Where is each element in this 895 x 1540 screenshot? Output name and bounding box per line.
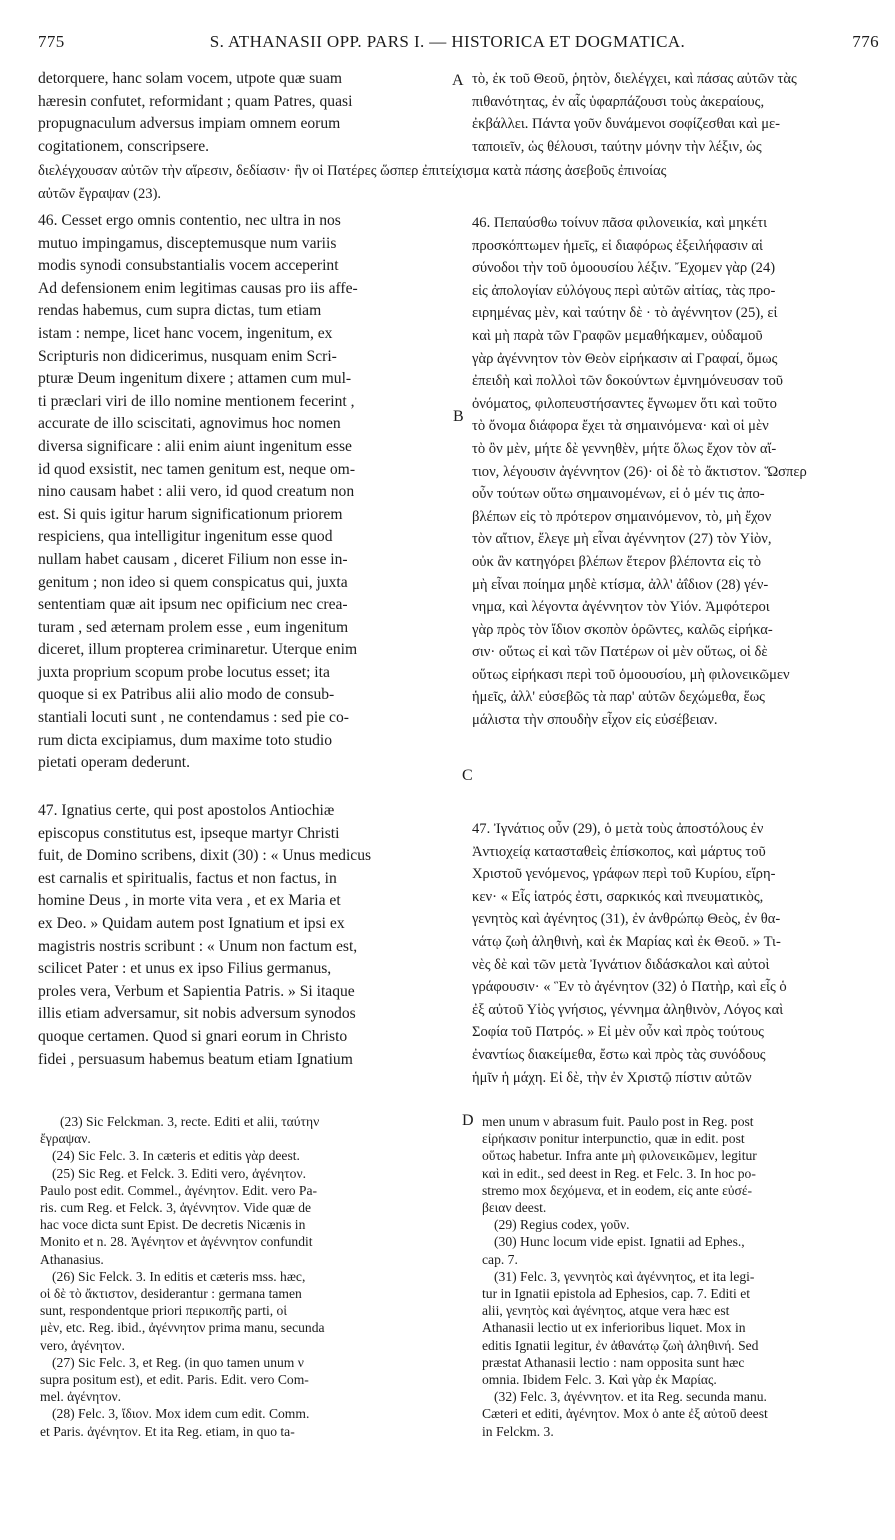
running-header xyxy=(0,32,895,54)
top-greek-column xyxy=(472,68,877,158)
text-line: ἐκβάλλει. Πάντα γοῦν δυνάμενοι σοφίζεσθαι καὶ με- xyxy=(472,116,781,133)
text-line: σύνοδοι τὴν τοῦ ὁμοουσίου λέξιν. Ἔχομεν γὰρ (24) xyxy=(472,260,776,277)
footnote-line: mel. ἀγένητον. xyxy=(40,1389,122,1405)
margin-letter-c: C xyxy=(462,767,473,784)
text-line: μάλιστα τὴν σπουδὴν εἶχον εἰς εὐσέβειαν. xyxy=(472,712,718,729)
text-line: diceret, illum propterea criminaretur. Uterque enim xyxy=(38,641,358,659)
text-line: Scripturis non didicerimus, nusquam enim Scri- xyxy=(38,347,337,365)
text-line: γενητὸς καὶ ἀγένητος (31), ἐν ἀνθρώπῳ Θεὸς, ἐν θα- xyxy=(472,911,781,928)
top-latin-column xyxy=(38,68,448,158)
text-line: rum dicta excipiamus, dum maxime toto studio xyxy=(38,731,333,749)
text-line: sententiam quæ ait ipsum nec opificium nec crea- xyxy=(38,596,348,614)
footnote-line: βειαν deest. xyxy=(482,1200,547,1216)
text-line: αὐτῶν ἔγραψαν (23). xyxy=(38,185,162,202)
footnote-line: vero, ἀγένητον. xyxy=(40,1337,125,1353)
text-line: fuit, de Domino scribens, dixit (30) : « Unus medicus xyxy=(38,847,372,865)
text-line: fidei , persuasum habemus beatum etiam Ignatium xyxy=(38,1050,353,1068)
running-title: S. ATHANASII OPP. PARS I. — HISTORICA ET DOGMATICA. xyxy=(209,32,686,51)
footnote-line: (32) Felc. 3, ἀγέννητον. et ita Reg. secunda manu. xyxy=(494,1389,767,1405)
section-46-greek xyxy=(472,212,880,732)
text-line: istam : nempe, licet hanc vocem, ingenitum, ex xyxy=(38,324,333,342)
text-line: νάτῳ ζωὴ ἀληθινὴ, καὶ ἐκ Μαρίας καὶ ἐκ Θεοῦ. » Τι- xyxy=(472,933,781,950)
text-line: diversa significare : alii enim aiunt ingenitum esse xyxy=(38,437,352,455)
margin-letter-b: B xyxy=(453,408,464,425)
text-line: ἐξ αὐτοῦ Υἱὸς γνήσιος, γέννημα ἀληθινὸν, Λόγος καὶ xyxy=(472,1001,784,1018)
footnote-line: hac voce dicta sunt Epist. De decretis Nicænis in xyxy=(40,1217,306,1233)
page-number-right: 776 xyxy=(852,32,879,51)
text-line: homine Deus , in morte vita vera , et ex Maria et xyxy=(38,892,341,910)
footnote-line: alii, γενητὸς καὶ ἀγένητος, atque vera hæc est xyxy=(482,1303,730,1319)
text-line: κεν· « Εἷς ἰατρός ἐστι, σαρκικός καὶ πνευματικὸς, xyxy=(472,888,764,905)
text-line: turam , sed æternam prolem esse , eum ingenitum xyxy=(38,618,349,636)
text-line: οὖν τούτων οὕτω σημαινομένων, εἰ ὁ μέν τις ἀπο- xyxy=(472,486,765,503)
section-47-greek xyxy=(472,818,880,1089)
footnote-line: et Paris. ἀγένητον. Et ita Reg. etiam, in quo ta- xyxy=(40,1423,295,1439)
text-line: 46. Πεπαύσθω τοίνυν πᾶσα φιλονεικία, καὶ μηκέτι xyxy=(472,215,768,231)
text-line: Χριστοῦ γενόμενος, γράφων περὶ τοῦ Κυρίου, εἴρη- xyxy=(472,866,776,883)
footnote-line: καὶ in edit., sed deest in Reg. et Felc. 3. In hoc po- xyxy=(482,1165,756,1181)
footnote-line: μὲν, etc. Reg. ibid., ἀγέννητον prima manu, secunda xyxy=(40,1320,325,1336)
footnote-line: (28) Felc. 3, ἴδιον. Mox idem cum edit. Comm. xyxy=(52,1406,310,1422)
text-line: Ἀντιοχείᾳ κατασταθεὶς ἐπίσκοπος, καὶ μάρτυς τοῦ xyxy=(472,843,766,860)
text-line: cogitationem, conscripsere. xyxy=(38,137,210,155)
footnote-line: men unum ν abrasum fuit. Paulo post in Reg. post xyxy=(482,1114,754,1129)
footnote-line: οὕτως habetur. Infra ante μὴ φιλονεικῶμεν, legitur xyxy=(482,1148,757,1164)
text-line: βλέπων εἰς τὸ πρότερον σημαινόμενον, τὸ, μὴ ἔχον xyxy=(472,508,772,525)
footnote-line: (26) Sic Felck. 3. In editis et cæteris mss. hæc, xyxy=(52,1268,306,1284)
footnote-line: (25) Sic Reg. et Felck. 3. Editi vero, ἀγένητον. xyxy=(52,1165,306,1181)
text-line: rendas habemus, cum supra dictas, tum etiam xyxy=(38,302,322,320)
text-line: propugnaculum adversus impiam omnem eorum xyxy=(38,115,341,133)
text-line: νημα, καὶ λέγοντα ἀγέννητον τὸν Υἱόν. Ἀμφότεροι xyxy=(472,599,770,616)
text-line: scilicet Pater : et unus ex ipso Filius germanus, xyxy=(38,960,332,978)
top-greek-fullwidth xyxy=(38,160,883,205)
footnote-line: editis Ignatii legitur, ἐν ἀθανάτῳ ζωὴ ἀληθινή. Sed xyxy=(482,1337,759,1353)
text-line: juxta proprium scopum probe locutus esset; ita xyxy=(38,663,330,681)
text-line: proles vera, Verbum et Sapientia Patris. » Si itaque xyxy=(38,982,355,1000)
text-line: stantiali locuti sunt , ne contendamus : sed pie co- xyxy=(38,709,349,727)
text-line: μὴ εἶναι ποίημα μηδὲ κτίσμα, ἀλλ' ἀΐδιον (28) γέν- xyxy=(472,576,769,593)
footnote-line: tur in Ignatii epistola ad Ephesios, cap. 7. Editi et xyxy=(482,1286,751,1302)
footnote-line: ἔγραψαν. xyxy=(40,1131,91,1147)
footnotes-left xyxy=(40,1113,458,1440)
text-line: γὰρ πρὸς τὸν ἴδιον σκοπὸν ὁρῶντες, καλῶς εἰρήκα- xyxy=(472,621,773,638)
text-line: quoque certamen. Quod si gnari eorum in Christo xyxy=(38,1027,348,1045)
footnote-line: Cæteri et editi, ἀγένητον. Mox ὁ ante ἐξ αὐτοῦ deest xyxy=(482,1406,768,1422)
text-line: 46. Cesset ergo omnis contentio, nec ultra in nos xyxy=(38,212,341,229)
text-line: mutuo impingamus, disceptemusque num variis xyxy=(38,234,337,252)
text-line: γὰρ ἀγέννητον τὸν Θεὸν εἰρήκασιν αἱ Γραφαί, ὅμως xyxy=(472,350,778,367)
text-line: γράφουσιν· « Ἓν τὸ ἀγένητον (32) ὁ Πατὴρ, καὶ εἷς ὁ xyxy=(472,979,787,996)
text-line: καὶ μὴ παρὰ τῶν Γραφῶν μεμαθήκαμεν, οὐδαμοῦ xyxy=(472,327,763,344)
text-line: episcopus constitutus est, ipseque martyr Christi xyxy=(38,824,340,842)
footnote-line: οἱ δὲ τὸ ἄκτιστον, desiderantur : germana tamen xyxy=(40,1286,302,1302)
text-line: πιθανότητας, ἐν αἷς ὑφαρπάζουσι τοὺς ἀκεραίους, xyxy=(472,93,765,110)
footnote-line: omnia. Ibidem Felc. 3. Καὶ γὰρ ἐκ Μαρίας. xyxy=(482,1372,717,1388)
text-line: ἡμῖν ἡ μάχη. Εἰ δὲ, τὴν ἐν Χριστῷ πίστιν αὐτῶν xyxy=(472,1069,752,1086)
text-line: εἰς ἀπολογίαν εὐλόγους περὶ αὐτῶν αἰτίας, τὰς προ- xyxy=(472,282,776,299)
text-line: τὸν αἴτιον, ἔλεγε μὴ εἶναι ἀγέννητον (27) τὸν Υἱὸν, xyxy=(472,531,772,548)
section-47-latin xyxy=(38,800,458,1071)
footnote-line: (31) Felc. 3, γεννητὸς καὶ ἀγέννητος, et ita legi- xyxy=(494,1268,755,1284)
text-line: διελέγχουσαν αὐτῶν τὴν αἵρεσιν, δεδίασιν· ἣν οἱ Πατέρες ὥσπερ ἐπιτείχισμα κατὰ πάσης ἀσεβοῦς ἐπινοίας xyxy=(38,163,667,179)
text-line: Σοφία τοῦ Πατρός. » Εἰ μὲν οὖν καὶ πρὸς τούτους xyxy=(472,1024,764,1041)
text-line: nino causam habet : alii vero, id quod creatum non xyxy=(38,483,355,501)
footnote-line: (29) Regius codex, γοῦν. xyxy=(494,1217,630,1233)
footnote-line: in Felckm. 3. xyxy=(482,1423,554,1439)
margin-letter-a: A xyxy=(452,72,464,89)
footnote-line: ris. cum Reg. et Felck. 3, ἀγέννητον. Vide quæ de xyxy=(40,1200,312,1216)
text-line: genitum ; non ideo si quem conspicatus qui, juxta xyxy=(38,573,348,591)
text-line: pietati operam dederunt. xyxy=(38,754,190,772)
text-line: ὀνόματος, φιλοπευστήσαντες ἔγνωμεν ὅτι καὶ τοῦτο xyxy=(472,395,777,412)
text-line: προσκόπτωμεν ἡμεῖς, εἰ διαφόρως ἐξειλήφασιν αἱ xyxy=(472,237,763,254)
text-line: ἐναντίως διακείμεθα, ἔστω καὶ πρὸς τὰς συνόδους xyxy=(472,1046,766,1063)
text-line: magistris nostris scribunt : « Unum non factum est, xyxy=(38,937,358,955)
text-line: modis synodi consubstantialis vocem acceperint xyxy=(38,257,339,275)
text-line: Ad defensionem enim legitimas causas pro iis affe- xyxy=(38,279,358,297)
text-line: οὕτως εἰρήκασι περὶ τοῦ ὁμοουσίου, μὴ φιλονεικῶμεν xyxy=(472,666,790,683)
text-line: respiciens, qua intelligitur ingenitum esse quod xyxy=(38,528,333,546)
text-line: 47. Ἰγνάτιος οὖν (29), ὁ μετὰ τοὺς ἀποστόλους ἐν xyxy=(472,821,764,837)
text-line: ti præclari viri de illo nomine mentionem fecerint , xyxy=(38,392,355,410)
footnote-line: Paulo post edit. Commel., ἀγένητον. Edit. vero Pa- xyxy=(40,1182,318,1198)
footnote-line: Athanasii lectio ut ex inferioribus liquet. Mox in xyxy=(482,1320,746,1336)
text-line: id quod exsistit, nec tamen genitum est, neque om- xyxy=(38,460,356,478)
text-line: accurate de illo sciscitati, agnovimus hoc nomen xyxy=(38,415,341,433)
text-line: τὸ ὂν μὲν, μήτε δὲ γεννηθὲν, μήτε ὅλως ἔχον τὸν αἴ- xyxy=(472,440,777,457)
text-line: illis etiam adversamur, sit nobis adversum synodos xyxy=(38,1005,356,1023)
text-line: ex Deo. » Quidam autem post Ignatium et ipsi ex xyxy=(38,914,345,932)
footnote-line: Athanasius. xyxy=(40,1251,104,1267)
text-line: nullam habet causam , diceret Filium non esse in- xyxy=(38,550,348,568)
footnote-line: cap. 7. xyxy=(482,1251,518,1267)
page-number-left: 775 xyxy=(38,32,65,51)
footnote-line: (24) Sic Felc. 3. In cæteris et editis γὰρ deest. xyxy=(52,1148,300,1164)
text-line: pturæ Deum ingenitum dixere ; attamen cum mul- xyxy=(38,370,352,388)
text-line: τὸ ὄνομα διάφορα ἔχει τὰ σημαινόμενα· καὶ οἱ μὲν xyxy=(472,418,769,435)
text-line: ἐπειδὴ καὶ πολλοὶ τῶν δοκούντων ἐμνημόνευσαν τοῦ xyxy=(472,373,784,390)
footnote-line: (27) Sic Felc. 3, et Reg. (in quo tamen unum ν xyxy=(52,1354,304,1370)
text-line: σιν· οὕτως εἰ καὶ τῶν Πατέρων οἱ μὲν οὕτως, οἱ δὲ xyxy=(472,644,768,661)
text-line: quoque si ex Patribus alii alio modo de consub- xyxy=(38,686,335,704)
text-line: ειρημένας μὲν, καὶ ταύτην δὲ · τὸ ἀγέννητον (25), εἰ xyxy=(472,305,778,322)
footnote-line: (30) Hunc locum vide epist. Ignatii ad Ephes., xyxy=(494,1234,745,1250)
text-line: detorquere, hanc solam vocem, utpote quæ suam xyxy=(38,70,342,87)
footnote-line: sunt, respondentque priori περικοπῆς parti, οἱ xyxy=(40,1303,288,1319)
footnotes-right xyxy=(482,1113,882,1440)
text-line: est carnalis et spiritualis, factus et non factus, in xyxy=(38,869,337,887)
text-line: hæresin confutet, reformidant ; quam Patres, quasi xyxy=(38,92,353,110)
text-line: 47. Ignatius certe, qui post apostolos Antiochiæ xyxy=(38,802,335,819)
footnote-line: stremo mox δεχόμενα, et in eodem, εἰς ante εὐσέ- xyxy=(482,1182,753,1198)
text-line: νὲς δὲ καὶ τῶν μετὰ Ἰγνάτιον διδάσκαλοι καὶ αὐτοὶ xyxy=(472,956,770,973)
footnote-line: εἰρήκασιν ponitur interpunctio, quæ in edit. post xyxy=(482,1131,745,1147)
footnote-line: præstat Athanasii lectio : nam opposita sunt hæc xyxy=(482,1354,745,1370)
text-line: τιον, λέγουσιν ἀγέννητον (26)· οἱ δὲ τὸ ἄκτιστον. Ὥσπερ xyxy=(472,463,807,480)
text-line: οὐκ ἂν κατηγόρει βλέπων ἕτερον βλέποντα εἰς τὸ xyxy=(472,553,762,570)
footnote-line: (23) Sic Felckman. 3, recte. Editi et alii, ταύτην xyxy=(60,1114,320,1129)
text-line: ταποιεῖν, ὡς θέλουσι, ταύτην μόνην τὴν λέξιν, ὡς xyxy=(472,138,762,155)
text-line: est. Si quis igitur harum significationum priorem xyxy=(38,505,343,523)
section-46-latin xyxy=(38,210,458,775)
text-line: ἡμεῖς, ἀλλ' εὐσεβῶς τὰ παρ' αὐτῶν δεχώμεθα, ἕως xyxy=(472,689,765,706)
text-line: τὸ, ἐκ τοῦ Θεοῦ, ῥητὸν, διελέγχει, καὶ πάσας αὐτῶν τὰς xyxy=(472,71,797,87)
margin-letter-d: D xyxy=(462,1112,474,1129)
footnote-line: Monito et n. 28. Ἀγένητον et ἀγέννητον confundit xyxy=(40,1234,313,1250)
footnote-line: supra positum est), et edit. Paris. Edit. vero Com- xyxy=(40,1372,309,1388)
